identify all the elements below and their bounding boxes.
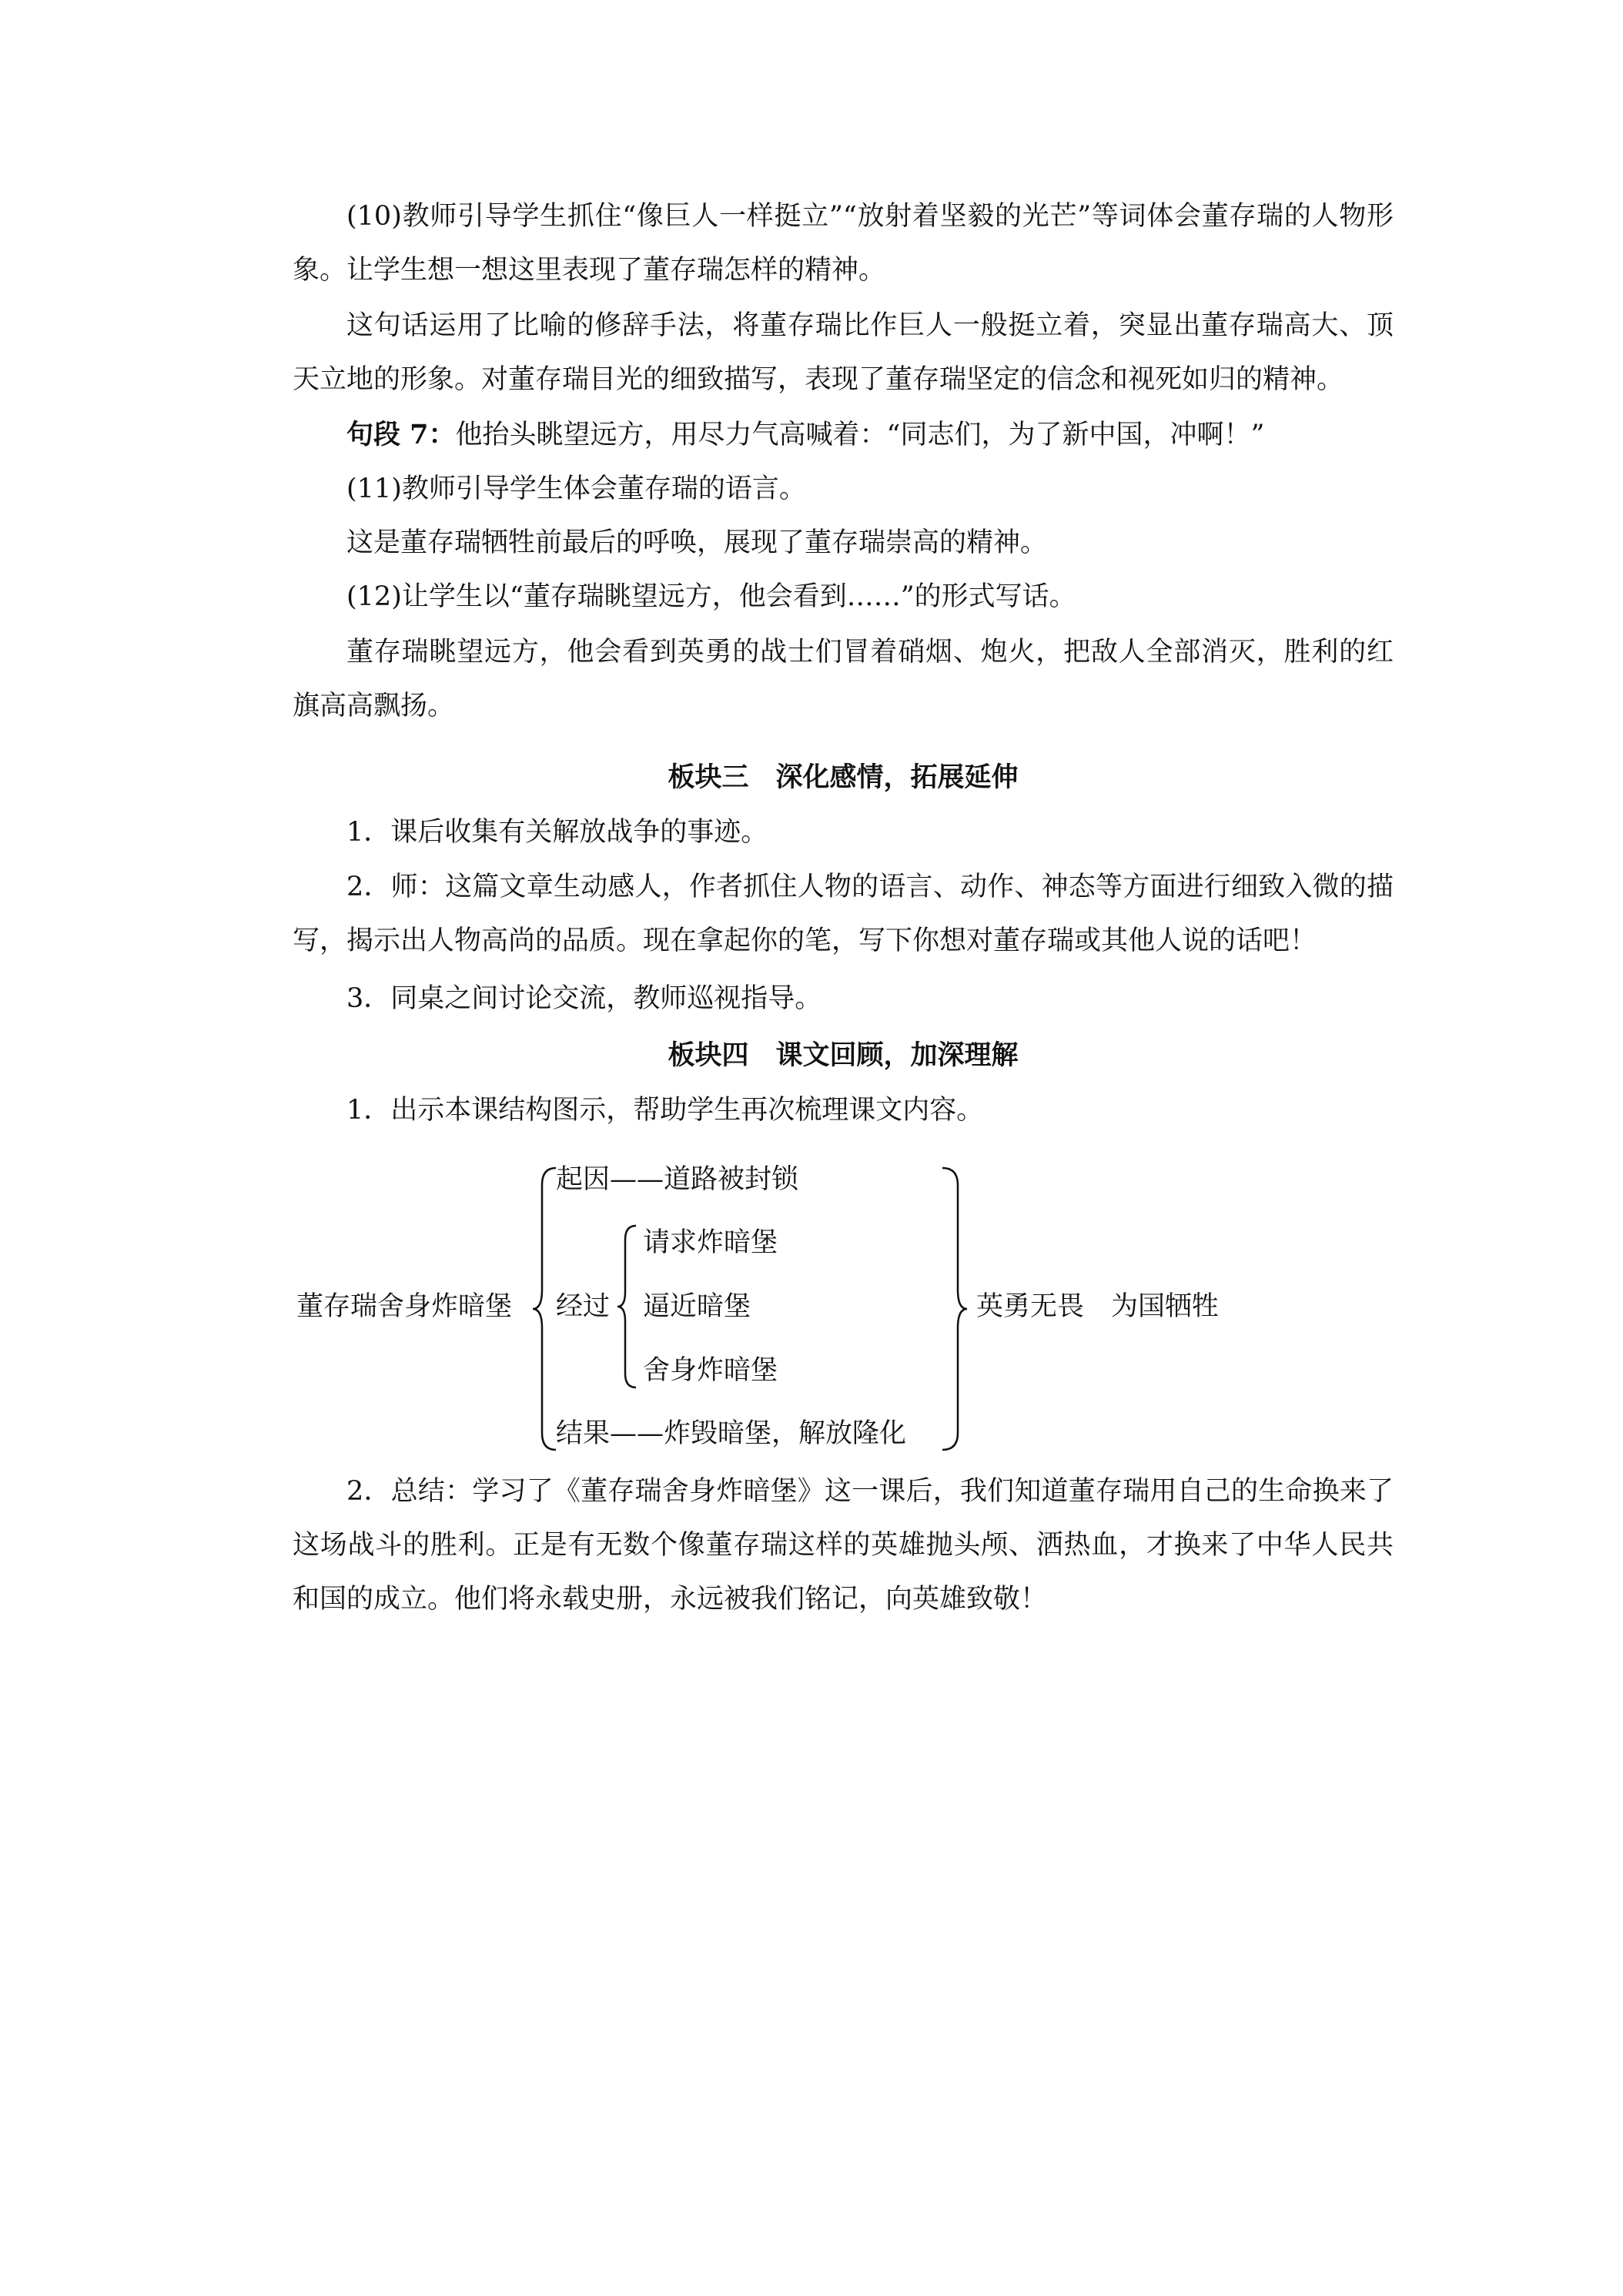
section-3-item-1: 1．课后收集有关解放战争的事迹。 [346, 817, 768, 848]
diagram-cause: 起因——道路被封锁 [556, 1164, 799, 1195]
sentence-7-label: 句段 7： [346, 419, 456, 450]
paragraph-12-answer: 董存瑞眺望远方，他会看到英勇的战士们冒着硝烟、炮火，把敌人全部消灭，胜利的红旗高高飘扬。 [293, 637, 1394, 721]
diagram-root: 董存瑞舍身炸暗堡 [296, 1291, 513, 1322]
diagram-process-item-3: 舍身炸暗堡 [643, 1355, 778, 1386]
section-3-heading: 板块三 深化感情，拓展延伸 [668, 761, 1019, 793]
right-brace-icon [939, 1166, 970, 1451]
section-4-item-1: 1．出示本课结构图示，帮助学生再次梳理课文内容。 [346, 1095, 984, 1126]
sentence-7-text: 他抬头眺望远方，用尽力气高喊着：“同志们，为了新中国，冲啊！” [455, 420, 1265, 450]
process-brace-icon [616, 1224, 639, 1390]
sentence-7 [293, 408, 1394, 462]
section-4-item-2: 2．总结：学习了《董存瑞舍身炸暗堡》这一课后，我们知道董存瑞用自己的生命换来了这场战斗的胜利。正是有无数个像董存瑞这样的英雄抛头颅、洒热血，才换来了中华人民共和国的成立。他们将永载史册，永远被我们铭记，向英雄致敬！ [293, 1476, 1394, 1615]
paragraph-12: (12)让学生以“董存瑞眺望远方，他会看到……”的形式写话。 [346, 581, 1076, 612]
paragraph-10: (10)教师引导学生抓住“像巨人一样挺立”“放射着坚毅的光芒”等词体会董存瑞的人物形象。让学生想一想这里表现了董存瑞怎样的精神。 [293, 201, 1394, 286]
diagram-theme: 英勇无畏 为国牺牲 [976, 1291, 1220, 1322]
paragraph-11-answer: 这是董存瑞牺牲前最后的呼唤，展现了董存瑞崇高的精神。 [346, 527, 1048, 558]
paragraph-10-answer: 这句话运用了比喻的修辞手法，将董存瑞比作巨人一般挺立着，突显出董存瑞高大、顶天立地的形象。对董存瑞目光的细致描写，表现了董存瑞坚定的信念和视死如归的精神。 [293, 310, 1394, 395]
diagram-process-label: 经过 [556, 1291, 611, 1322]
section-3-item-3: 3．同桌之间讨论交流，教师巡视指导。 [346, 983, 822, 1014]
diagram-result: 结果——炸毁暗堡，解放隆化 [556, 1418, 907, 1449]
paragraph-11: (11)教师引导学生体会董存瑞的语言。 [346, 474, 806, 504]
section-3-item-2: 2．师：这篇文章生动感人，作者抓住人物的语言、动作、神态等方面进行细致入微的描写，揭示出人物高尚的品质。现在拿起你的笔，写下你想对董存瑞或其他人说的话吧！ [293, 872, 1394, 956]
diagram-process-item-2: 逼近暗堡 [643, 1291, 751, 1322]
diagram-process-item-1: 请求炸暗堡 [643, 1227, 778, 1258]
section-4-heading: 板块四 课文回顾，加深理解 [668, 1039, 1019, 1071]
